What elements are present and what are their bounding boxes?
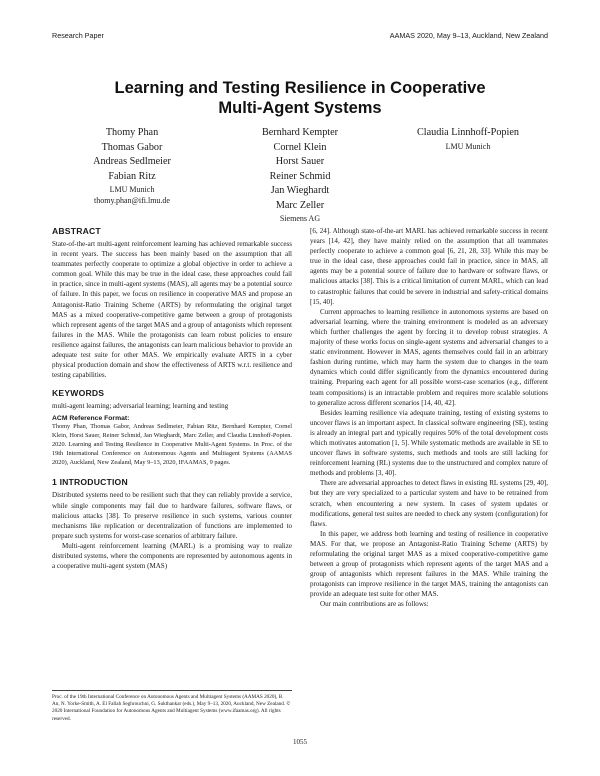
page-number: 1055 <box>293 738 307 746</box>
author-name: Fabian Ritz <box>108 170 156 182</box>
author-name: Marc Zeller <box>275 199 325 211</box>
left-column <box>52 226 292 571</box>
author-name: Andreas Sedlmeier <box>93 156 171 167</box>
body-paragraph: Current approaches to learning resilience in autonomous systems are based on adversarial learning, where the training environment is modeled as an adversary which further challenges the agent by forcing it to develop robust strategies. A majority of these works focus on single-agent systems and adversarial changes to a static environment. However in MAS, agents themselves could fail in an arbitrary fashion during runtime, which may harm the system due to changes in the team dynamics which could differ significantly from the dynamics encountered during training. Preparing each agent for all possible worst-case scenarios (e.g., different team compositions) is an intractable problem and requires more scalable solutions to generalize across different scenarios [14, 40, 42]. <box>310 307 548 407</box>
author-name: Reiner Schmid <box>269 170 331 182</box>
author-name: Horst Sauer <box>275 156 325 167</box>
author-affiliation: LMU Munich <box>109 185 155 194</box>
paper-title <box>0 78 600 118</box>
body-paragraph: There are adversarial approaches to detect flaws in existing RL systems [29, 40], but they are very specialized to a particular system and have to be retrained from scratch, when encountering a new system. In cases of system updates or modifications, general test suites are needed to check any system (configuration) for flaws. <box>310 479 548 528</box>
header-track: Research Paper <box>52 31 104 40</box>
author-affiliation: LMU Munich <box>445 141 491 151</box>
body-paragraph: Besides learning resilience via adequate training, testing of existing systems to uncover flaws is an important aspect. In classical software engineering (SE), testing is already an integral part and typically requires 50% of the total development costs which motivates automation [1, 5]. While systematic methods are available in SE to uncover flaws in software systems, such methods and tools are still lacking for reinforcement learning (RL) systems due to the unstructured and complex nature of methods and problems [3, 40]. <box>310 408 548 478</box>
abstract-text: State-of-the-art multi-agent reinforcement learning has achieved remarkable success in recent years. The success has been mainly based on the assumption that all teammates perfectly cooperate to optimize a global objective in order to achieve a common goal. While this may be true in the ideal case, these approaches could fail in practice, since in multi-agent systems (MAS), all agents may be a potential source of failure. In this paper, we focus on resilience in cooperative MAS and propose an Antagonist-Ratio Training Scheme (ARTS) by reformulating the original target MAS as a mixed cooperative-competitive game between a group of protagonists which represent agents of the target MAS and a group of antagonists which represent failures in the MAS. While the protagonists can learn robust policies to ensure resilience against failures, the antagonists can learn malicious behavior to provide an adequate test suite for other MAS. We empirically evaluate ARTS in a cyber physical production domain and show the effectiveness of ARTS w.r.t. resilience and testing capabilities. <box>52 240 292 380</box>
acm-reference-heading: ACM Reference Format: <box>52 415 130 423</box>
body-paragraph: [6, 24]. Although state-of-the-art MARL has achieved remarkable success in recent years [14, 42], they have mainly relied on the assumption that all teammates perfectly cooperate to achieve a common goal [6, 21, 28, 33]. While this may be true in the ideal case, these approaches could fail in practice, since in MAS, all agents may be a potential source of failure due to hardware or software flaws, or malicious attacks [38]. This is a critical limitation of current MARL, which can lead to catastrophic failures that could be severe in industrial and safety-critical domains [15, 40]. <box>310 227 548 306</box>
author-column-3 <box>388 126 548 224</box>
right-column <box>310 226 548 610</box>
keywords-heading: KEYWORDS <box>52 388 105 399</box>
body-paragraph: In this paper, we address both learning and testing of resilience in cooperative MAS. For that, we propose an Antagonist-Ratio Training Scheme (ARTS) by reformulating the original target MAS as a mixed cooperative-competitive game between a group of protagonists which represent agents of the target MAS and a group of antagonists which represent failures in the MAS. While training the protagonists can improve resilience in the target MAS, training the antagonists can provide an adequate test suite for other MAS. <box>310 529 548 599</box>
acm-reference-text: Thomy Phan, Thomas Gabor, Andreas Sedlmeier, Fabian Ritz, Bernhard Kempter, Cornel Klein, Horst Sauer, Reiner Schmid, Jan Wieghardt, Marc Zeller, and Claudia Linnhoff-Popien. 2020. Learning and Testing Resilience in Cooperative Multi-Agent Systems. In Proc. of the 19th International Conference on Autonomous Agents and Multiagent Systems (AAMAS 2020), Auckland, New Zealand, May 9–13, 2020, IFAAMAS, 9 pages. <box>52 423 292 467</box>
abstract-heading: ABSTRACT <box>52 226 101 236</box>
author-name: Jan Wieghardt <box>270 185 330 196</box>
keywords-text: multi-agent learning; adversarial learning; learning and testing <box>52 402 229 411</box>
intro-paragraph-2: Multi-agent reinforcement learning (MARL) is a promising way to realize distributed systems, where the components are represented by autonomous agents in a cooperative multi-agent system (MAS) <box>52 541 292 571</box>
header-venue: AAMAS 2020, May 9–13, Auckland, New Zealand <box>389 31 548 40</box>
title-line-2: Multi-Agent Systems <box>218 99 382 117</box>
intro-paragraph-1: Distributed systems need to be resilient such that they can reliably provide a service, while single components may fail due to hardware failures, software flaws, or malicious attacks [38]. To preserve resilience in such systems, various counter mechanisms like replication or decentralization of functions are implemented to prepare such systems for worst-case scenarios of arbitrary failure. <box>52 491 292 540</box>
author-name: Thomy Phan <box>105 127 159 138</box>
author-name: Bernhard Kempter <box>261 127 339 138</box>
footnote-text: Proc. of the 19th International Conference on Autonomous Agents and Multiagent Systems (AAMAS 2020), B. An, N. Yorke-Smith, A. El Fallah Seghrouchni, G. Sukthankar (eds.), May 9–13, 2020, Auckland, New Zealand. © 2020 International Foundation for Autonomous Agents and Multiagent Systems (www.ifaamas.org). All rights reserved. <box>52 694 291 722</box>
author-affiliation: Siemens AG <box>279 214 321 223</box>
author-column-2 <box>220 126 380 224</box>
title-line-1: Learning and Testing Resilience in Cooperative <box>114 79 486 97</box>
author-email: thomy.phan@ifi.lmu.de <box>94 196 170 205</box>
author-column-1 <box>52 126 212 224</box>
acm-reference <box>52 415 292 467</box>
author-name: Cornel Klein <box>273 141 327 153</box>
footnote <box>52 690 292 723</box>
introduction-heading: 1 INTRODUCTION <box>52 477 128 488</box>
author-block <box>52 126 548 224</box>
author-name: Claudia Linnhoff-Popien <box>417 127 519 138</box>
body-paragraph: Our main contributions are as follows: <box>320 600 429 609</box>
author-name: Thomas Gabor <box>101 141 163 153</box>
